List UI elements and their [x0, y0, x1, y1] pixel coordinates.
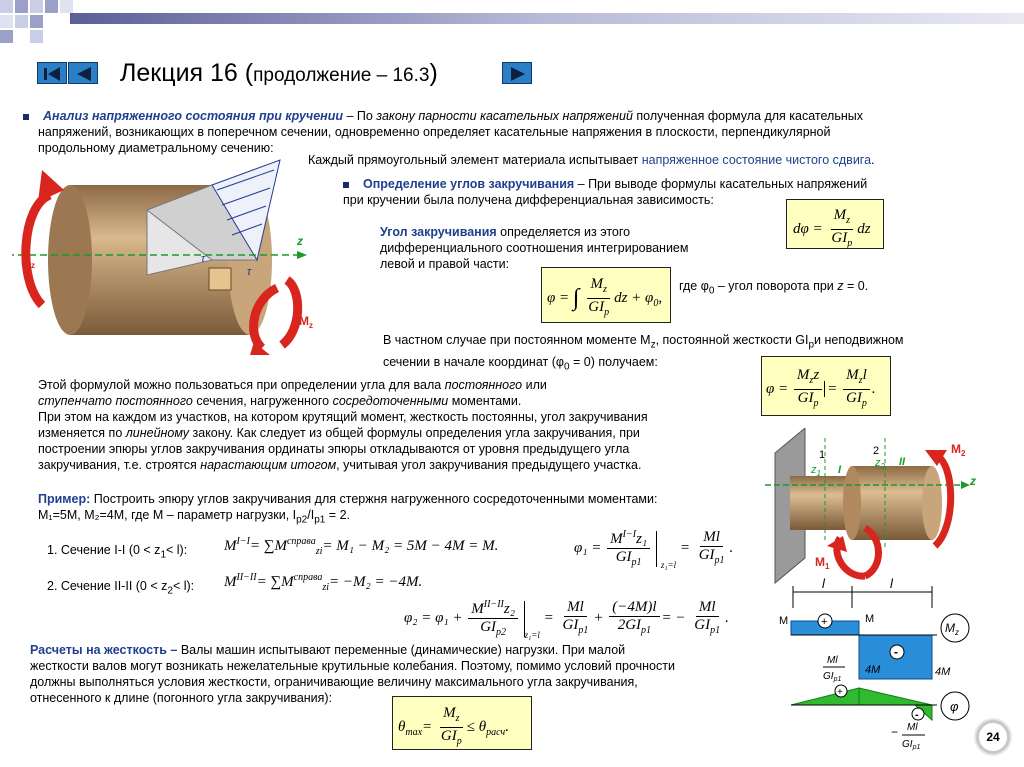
prev-slide-icon: [69, 63, 99, 85]
positive-sign: +: [821, 616, 828, 628]
mz-left-label: $M_z$: [21, 254, 35, 270]
m1-label: $M_1$: [815, 555, 830, 571]
next-slide-icon: [503, 63, 533, 85]
section-2-marker: 2: [873, 445, 880, 457]
prev-slide-button[interactable]: [68, 62, 98, 84]
torque-label-4M: 4M: [935, 666, 951, 678]
twist-bottom-label: Ml: [907, 722, 918, 733]
constant-twist-formula: φ = $\frac{M_zz}{GI_p}$ = $\frac{M_zl}{GI_p}$ .: [761, 356, 891, 416]
section-1-label: 1. Сечение I-I $(0 < z_1< l)$:: [47, 543, 188, 561]
page-title: Лекция 16 (продолжение – 16.3): [120, 59, 438, 87]
z1-label: $z_1$: [811, 464, 821, 478]
usage-paragraph: Этой формулой можно пользоваться при определении угла для вала постоянного или ступенчато постоянного сечения, нагруженного сосредоточенными моментами. При этом на каждом из участков, на котором крутящий момент, жесткость постоянны, угол закручивания изменяется по линейному закону. Как следует из общей формулы определения угла закручивания, при построении эпюры углов закручивания ординаты эпюры откладываются от уровня предыдущего угла закручивания, т.е. строятся нарастающим итогом, учитывая угол закручивания предыдущего участка.: [38, 378, 648, 472]
bullet: [23, 114, 29, 120]
differential-formula: dφ = $\frac{M_z}{GI_p}$ dz: [786, 199, 884, 249]
corner-decoration: [0, 0, 80, 60]
page-number: 24: [976, 720, 1010, 754]
twist-top-label: Ml: [827, 655, 838, 666]
length-1-label: l: [822, 576, 825, 591]
torque-label-4M: 4M: [865, 664, 881, 676]
rigidity-paragraph: Расчеты на жесткость – Валы машин испытывают переменные (динамические) нагрузки. При малой жесткости валов могут возникать нежелательные крутильные колебания. Поэтому, помимо условий прочности должны выполняться условия жесткости, ограничивающие величину максимального угла закручивания, отнесенного к длине (погонного угла закручивания):: [30, 643, 675, 705]
integral-formula: φ = ∫ $\frac{M_z}{GI_p}$ dz + $\varphi_0$,: [541, 267, 671, 323]
mz-right-label: $M_z$: [299, 314, 313, 330]
phi1-formula: φ₁ = $\frac{M^{I-I}z_1}{GI_{p1}}$ $_{z_1=l}$ = $\frac{Ml}{GI_{p1}}$ .: [574, 526, 733, 571]
m2-label: $M_2$: [951, 442, 966, 458]
tau-label: τ: [247, 266, 252, 278]
twist-bottom-sign: −: [891, 725, 899, 739]
z-axis-label: z: [970, 474, 976, 488]
phi2-formula: φ₂ = φ₁ + $\frac{M^{II-II}z_2}{GI_{p2}}$ $_{z_1=l}$ = $\frac{Ml}{GI_{p1}}$ + $\frac{(-4M)l}{2GI_{p1}}$ = − $\frac{Ml}{GI_{p1}}$ .: [404, 596, 729, 641]
special-case-text: В частном случае при постоянном моменте $M_z$, постоянной жесткости $GI_pи$ неподвижном сечении в начале координат $(\varphi_0 = 0)$ получаем:: [383, 333, 904, 372]
section-II-label: II: [899, 456, 906, 468]
negative-sign: -: [894, 645, 898, 659]
z2-label: $z_2$: [875, 457, 885, 471]
next-slide-button[interactable]: [502, 62, 532, 84]
torque-arrow-left: [26, 195, 50, 305]
example-paragraph: Пример: Построить эпюру углов закручивания для стержня нагруженного сосредоточенными моментами: M₁=5M, M₂=4M, где M – параметр нагрузки, $I_{p2}/I_{p1} = 2$.: [38, 492, 658, 526]
z-axis-label: z: [297, 234, 303, 248]
twist-angle-heading: Определение углов закручивания – При выводе формулы касательных напряжений при кручении была получена дифференциальная зависимость:: [343, 177, 868, 207]
tau-label: τ: [201, 253, 206, 265]
positive-sign: +: [837, 687, 843, 698]
section-I-label: I: [838, 464, 842, 476]
torque-label-M: M: [779, 615, 789, 627]
twist-bottom-label-den: $GI_{p1}$: [902, 739, 921, 751]
top-bar: [70, 13, 1024, 24]
shaft-part-1: [790, 476, 852, 530]
mz-diagram-text: $M_z$: [945, 621, 959, 637]
intro-paragraph: Анализ напряженного состояния при кручении – По закону парности касательных напряжений полученная формула для касательных напряжений, возникающих в поперечном сечении, одновременно определяет касательные напряжения в плоскости, перпендикулярной продольному диаметральному сечению:: [23, 108, 1013, 156]
section-2-moment-formula: $M^{II-II}= \sum M^{справа}_{zi}= -M_2 = -4M$.: [224, 572, 423, 593]
phi0-note: где $\varphi_0$ – угол поворота при z = 0.: [679, 279, 869, 297]
twist-top-label-den: $GI_{p1}$: [823, 671, 842, 683]
twist-diagram-positive: [791, 688, 859, 705]
bullet: [343, 182, 349, 188]
torque-label-M: M: [865, 613, 875, 625]
first-slide-icon: [38, 63, 68, 85]
section-1-moment-formula: $M^{I-I}= \sum M^{справа}_{zi}= M_1 - M_2 = 5M - 4M = M$.: [224, 536, 499, 557]
twist-angle-text: Угол закручивания определяется из этого дифференциального соотношения интегрированием левой и правой части:: [380, 225, 689, 271]
shear-element: [209, 268, 231, 290]
phi-diagram-text: φ: [950, 699, 959, 714]
pure-shear-line: Каждый прямоугольный элемент материала испытывает напряженное состояние чистого сдвига.: [308, 153, 875, 167]
shaft-end: [48, 185, 92, 335]
section-1-marker: 1: [819, 449, 826, 461]
stepped-shaft-figure: [765, 428, 1024, 758]
first-slide-button[interactable]: [37, 62, 67, 84]
shaft-part-2: [852, 466, 932, 540]
section-2-label: 2. Сечение II-II $(0 < z_2< l)$:: [47, 579, 195, 597]
torsion-shaft-figure: [12, 150, 317, 355]
rigidity-formula: $\theta_{max}=$ $\frac{M_z}{GI_p}$ ≤ $\theta_{расч}$.: [392, 696, 532, 750]
negative-sign: -: [915, 709, 919, 721]
length-2-label: l: [890, 576, 893, 591]
